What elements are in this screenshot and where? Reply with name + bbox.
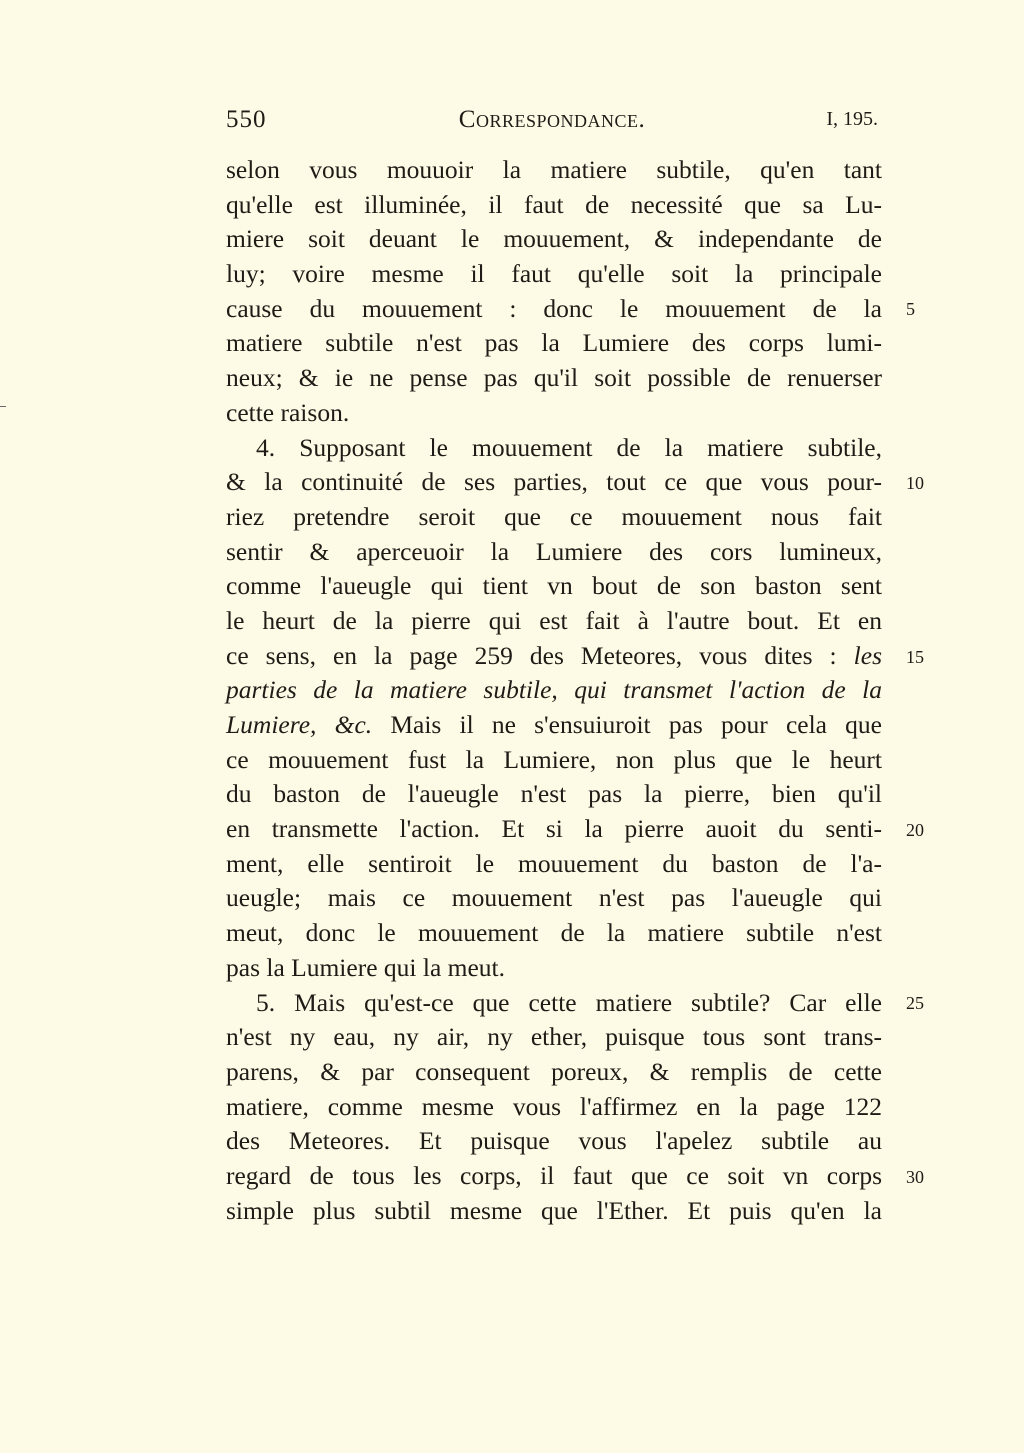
- text-line: regard de tous les corps, il faut que ce soit vn corps: [226, 1160, 882, 1190]
- text-line-mixed: [226, 639, 882, 674]
- text-line: ce mouuement fust la Lumiere, non plus que le heurt: [226, 744, 882, 774]
- text-line: luy; voire mesme il faut qu'elle soit la principale: [226, 259, 882, 289]
- text-line: riez pretendre seroit que ce mouuement nous fait: [226, 501, 882, 531]
- text-line: neux; & ie ne pense pas qu'il soit possible de renuerser: [226, 363, 882, 393]
- line-number: 5: [906, 299, 915, 319]
- italic-run: les: [853, 640, 882, 670]
- running-header: [226, 106, 878, 140]
- letter-reference: I, 195.: [826, 108, 878, 130]
- page-number: 550: [226, 106, 267, 133]
- page-title: Correspondance.: [458, 106, 646, 133]
- text-line: des Meteores. Et puisque vous l'apelez subtile au: [226, 1126, 882, 1156]
- text-line: miere soit deuant le mouuement, & independante de: [226, 224, 882, 254]
- line-number: 15: [906, 647, 924, 667]
- text-line: 4. Supposant le mouuement de la matiere subtile,: [256, 432, 882, 462]
- text-line: matiere subtile n'est pas la Lumiere des corps lumi-: [226, 328, 882, 358]
- text-line: ueugle; mais ce mouuement n'est pas l'aueugle qui: [226, 883, 882, 913]
- text-line: comme l'aueugle qui tient vn bout de son baston sent: [226, 571, 882, 601]
- text-line: n'est ny eau, ny air, ny ether, puisque tous sont trans-: [226, 1022, 882, 1052]
- text-body: [226, 153, 882, 1228]
- text-line: en transmette l'action. Et si la pierre auoit du senti-: [226, 814, 882, 844]
- text-run: Mais il ne s'ensuiuroit pas pour cela que: [372, 710, 882, 739]
- text-line: matiere, comme mesme vous l'affirmez en la page 122: [226, 1091, 882, 1121]
- text-line: 5. Mais qu'est-ce que cette matiere subtile? Car elle: [256, 987, 882, 1017]
- text-line: cause du mouuement : donc le mouuement de la: [226, 293, 882, 323]
- text-line: selon vous mouuoir la matiere subtile, qu'en tant: [226, 155, 882, 184]
- text-line: pas la Lumiere qui la meut.: [226, 952, 505, 982]
- text-line: cette raison.: [226, 397, 350, 427]
- text-run: ce sens, en la page 259 des Meteores, vous dites :: [226, 640, 854, 670]
- line-number: 30: [906, 1167, 924, 1187]
- text-line: sentir & aperceuoir la Lumiere des cors lumineux,: [226, 536, 882, 566]
- line-number: 25: [906, 993, 924, 1013]
- text-line: [226, 673, 882, 708]
- italic-run: Lumiere, &c.: [226, 710, 373, 739]
- text-line: ment, elle sentiroit le mouuement du baston de l'a-: [226, 848, 882, 878]
- text-line: le heurt de la pierre qui est fait à l'autre bout. Et en: [226, 605, 882, 635]
- text-line: simple plus subtil mesme que l'Ether. Et puis qu'en la: [226, 1195, 882, 1225]
- line-number: 10: [906, 473, 924, 493]
- text-line: du baston de l'aueugle n'est pas la pierre, bien qu'il: [226, 779, 882, 809]
- text-line: & la continuité de ses parties, tout ce que vous pour-: [226, 467, 882, 497]
- text-line: qu'elle est illuminée, il faut de necessité que sa Lu-: [226, 189, 882, 219]
- text-line: parens, & par consequent poreux, & remplis de cette: [226, 1056, 882, 1086]
- italic-run: parties de la matiere subtile, qui transmet l'action de la: [226, 675, 882, 705]
- margin-mark: [0, 406, 6, 407]
- text-line-mixed: [226, 708, 882, 743]
- text-line: meut, donc le mouuement de la matiere subtile n'est: [226, 918, 882, 948]
- line-number: 20: [906, 820, 924, 840]
